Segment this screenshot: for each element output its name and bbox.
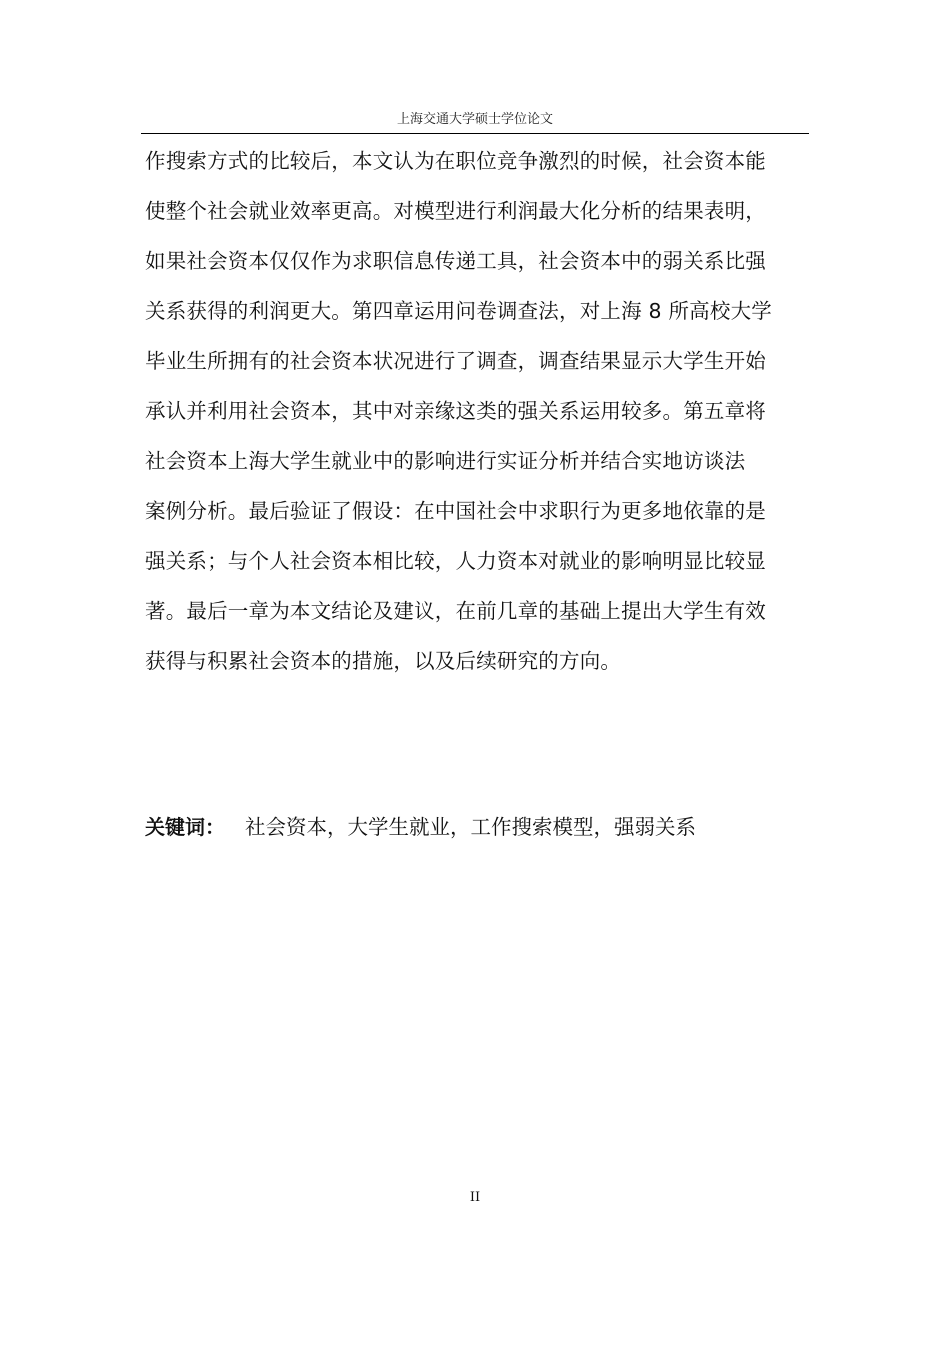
- body-line: 承认并利用社会资本，其中对亲缘这类的强关系运用较多。第五章将: [145, 399, 766, 423]
- body-line: 获得与积累社会资本的措施，以及后续研究的方向。: [145, 649, 622, 673]
- keywords-label: 关键词：: [145, 815, 225, 839]
- body-line: 使整个社会就业效率更高。对模型进行利润最大化分析的结果表明，: [145, 199, 766, 223]
- body-line: 毕业生所拥有的社会资本状况进行了调查，调查结果显示大学生开始: [145, 349, 766, 373]
- body-line: 关系获得的利润更大。第四章运用问卷调查法，对上海 8 所高校大学: [145, 299, 772, 323]
- abstract-body: [145, 136, 809, 686]
- body-line: 著。最后一章为本文结论及建议，在前几章的基础上提出大学生有效: [145, 599, 766, 623]
- keywords-value: 社会资本，大学生就业，工作搜索模型，强弱关系: [245, 815, 696, 839]
- body-line: 强关系；与个人社会资本相比较，人力资本对就业的影响明显比较显: [145, 549, 766, 573]
- body-line: 案例分析。最后验证了假设：在中国社会中求职行为更多地依靠的是: [145, 499, 766, 523]
- header-rule: [141, 133, 809, 134]
- body-line: 社会资本上海大学生就业中的影响进行实证分析并结合实地访谈法: [145, 449, 746, 473]
- keywords-row: [145, 809, 696, 845]
- page-number: II: [469, 1190, 481, 1205]
- body-line: 作搜索方式的比较后，本文认为在职位竞争激烈的时候，社会资本能: [145, 149, 766, 173]
- body-line: 如果社会资本仅仅作为求职信息传递工具，社会资本中的弱关系比强: [145, 249, 766, 273]
- running-header: 上海交通大学硕士学位论文: [396, 112, 553, 127]
